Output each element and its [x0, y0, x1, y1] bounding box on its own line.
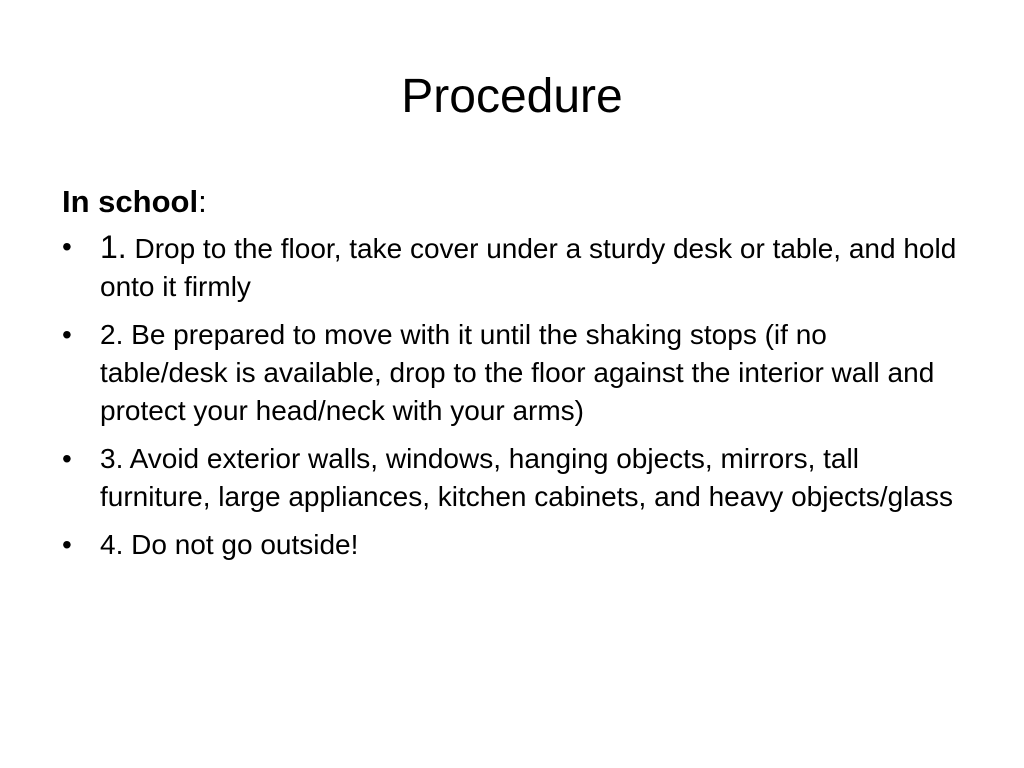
procedure-list — [62, 228, 962, 564]
section-heading — [62, 180, 962, 224]
step-number: 4. — [100, 529, 124, 560]
step-text: Drop to the floor, take cover under a sturdy desk or table, and hold onto it firmly — [100, 233, 957, 302]
section-heading-label: In school — [62, 184, 199, 219]
list-item — [62, 316, 962, 430]
bullet-icon: • — [62, 443, 72, 474]
bullet-icon: • — [62, 319, 72, 350]
step-text: Avoid exterior walls, windows, hanging objects, mirrors, tall furniture, large appliances, kitchen cabinets, and heavy objects/glass — [100, 443, 953, 512]
list-item — [62, 526, 962, 564]
step-text: Be prepared to move with it until the shaking stops (if no table/desk is available, drop to the floor against the interior wall and protect your head/neck with your arms) — [100, 319, 935, 426]
slide-title: Procedure — [401, 70, 623, 123]
bullet-icon: • — [62, 529, 72, 560]
list-item — [62, 440, 962, 516]
section-heading-colon: : — [198, 184, 207, 219]
step-number: 3. — [100, 443, 124, 474]
slide-body — [62, 180, 962, 574]
step-number: 1. — [100, 229, 127, 265]
list-item — [62, 228, 962, 306]
bullet-icon: • — [62, 231, 72, 262]
step-text: Do not go outside! — [123, 529, 359, 560]
step-number: 2. — [100, 319, 124, 350]
